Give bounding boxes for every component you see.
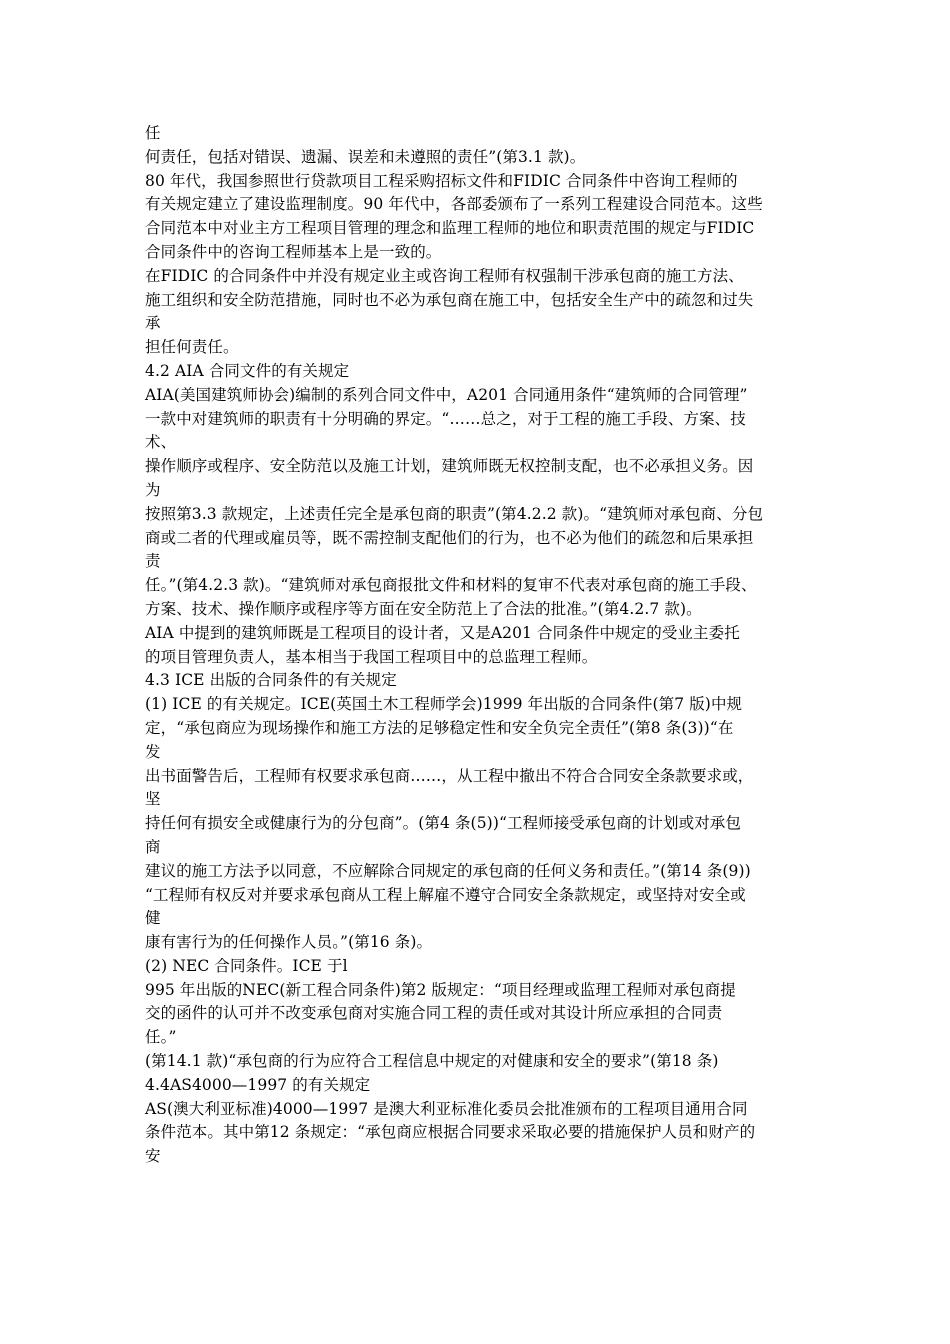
text-line: 商 [145,837,161,856]
text-line: 何责任，包括对错误、遗漏、误差和未遵照的责任”(第3.1 款)。 [145,147,586,166]
text-line: 任。” [145,1028,177,1047]
text-line: 发 [145,742,161,761]
text-line: 方案、技术、操作顺序或程序等方面在安全防范上了合法的批准。”(第4.2.7 款)。 [145,599,702,618]
text-line: 建议的施工方法予以同意，不应解除合同规定的承包商的任何义务和责任。”(第14 条(9)) [145,861,751,880]
text-line: 出书面警告后，工程师有权要求承包商……，从工程中撤出不符合合同安全条款要求或， [145,766,754,785]
text-line: 安 [145,1147,161,1166]
document-body [145,122,825,1169]
text-line: 的项目管理负责人，基本相当于我国工程项目中的总监理工程师。 [145,647,598,666]
text-line: 交的函件的认可并不改变承包商对实施合同工程的责任或对其设计所应承担的合同责 [145,1004,723,1023]
text-line: (第14.1 款)“承包商的行为应符合工程信息中规定的对健康和安全的要求”(第18 条) [145,1052,719,1071]
text-line: 有关规定建立了建设监理制度。90 年代中，各部委颁布了一系列工程建设合同范本。这些 [145,195,763,214]
text-line: “工程师有权反对并要求承包商从工程上解雇不遵守合同安全条款规定，或坚持对安全或 [145,885,746,904]
text-line: AS(澳大利亚标准)4000—1997 是澳大利亚标准化委员会批准颁布的工程项目通用合同 [145,1099,748,1118]
text-line: 条件范本。其中第12 条规定：“承包商应根据合同要求采取必要的措施保护人员和财产的 [145,1123,756,1142]
text-line: 定，“承包商应为现场操作和施工方法的足够稳定性和安全负完全责任”(第8 条(3))“在 [145,718,734,737]
text-line: AIA(美国建筑师协会)编制的系列合同文件中，A201 合同通用条件“建筑师的合同管理” [145,385,748,404]
section-heading: 4.2 AIA 合同文件的有关规定 [145,361,350,380]
text-line: 为 [145,480,161,499]
text-line: 按照第3.3 款规定，上述责任完全是承包商的职责”(第4.2.2 款)。“建筑师对承包商、分包 [145,504,764,523]
text-line: 健 [145,909,161,928]
text-line: 责 [145,552,161,571]
text-line: 在FIDIC 的合同条件中并没有规定业主或咨询工程师有权强制干涉承包商的施工方法、 [145,266,744,285]
section-heading: 4.3 ICE 出版的合同条件的有关规定 [145,671,397,690]
text-line: 操作顺序或程序、安全防范以及施工计划，建筑师既无权控制支配，也不必承担义务。因 [145,457,754,476]
text-line: 承 [145,314,161,333]
text-line: (1) ICE 的有关规定。ICE(英国土木工程师学会)1999 年出版的合同条件(第7 版)中规 [145,695,743,714]
text-line: (2) NEC 合同条件。ICE 于l [145,956,348,975]
text-line: 任。”(第4.2.3 款)。“建筑师对承包商报批文件和材料的复审不代表对承包商的施工手段、 [145,576,757,595]
text-line: AIA 中提到的建筑师既是工程项目的设计者，又是A201 合同条件中规定的受业主委托 [145,623,740,642]
text-line: 坚 [145,790,161,809]
text-line: 康有害行为的任何操作人员。”(第16 条)。 [145,933,433,952]
text-line: 合同条件中的咨询工程师基本上是一致的。 [145,242,442,261]
section-heading: 4.4AS4000—1997 的有关规定 [145,1075,371,1094]
text-line: 合同范本中对业主方工程项目管理的理念和监理工程师的地位和职责范围的规定与FIDIC [145,219,755,238]
text-line: 持任何有损安全或健康行为的分包商”。(第4 条(5))“工程师接受承包商的计划或对承包 [145,814,741,833]
text-line: 一款中对建筑师的职责有十分明确的界定。“……总之，对于工程的施工手段、方案、技 [145,409,746,428]
text-line: 80 年代，我国参照世行贷款项目工程采购招标文件和FIDIC 合同条件中咨询工程师的 [145,171,738,190]
text-line: 术、 [145,433,177,452]
text-line: 担任何责任。 [145,338,239,357]
text-line: 任 [145,124,161,142]
text-line: 995 年出版的NEC(新工程合同条件)第2 版规定：“项目经理或监理工程师对承包商提 [145,980,736,999]
text-line: 商或二者的代理或雇员等，既不需控制支配他们的行为，也不必为他们的疏忽和后果承担 [145,528,754,547]
text-line: 施工组织和安全防范措施，同时也不必为承包商在施工中，包括安全生产中的疏忽和过失 [145,290,754,309]
